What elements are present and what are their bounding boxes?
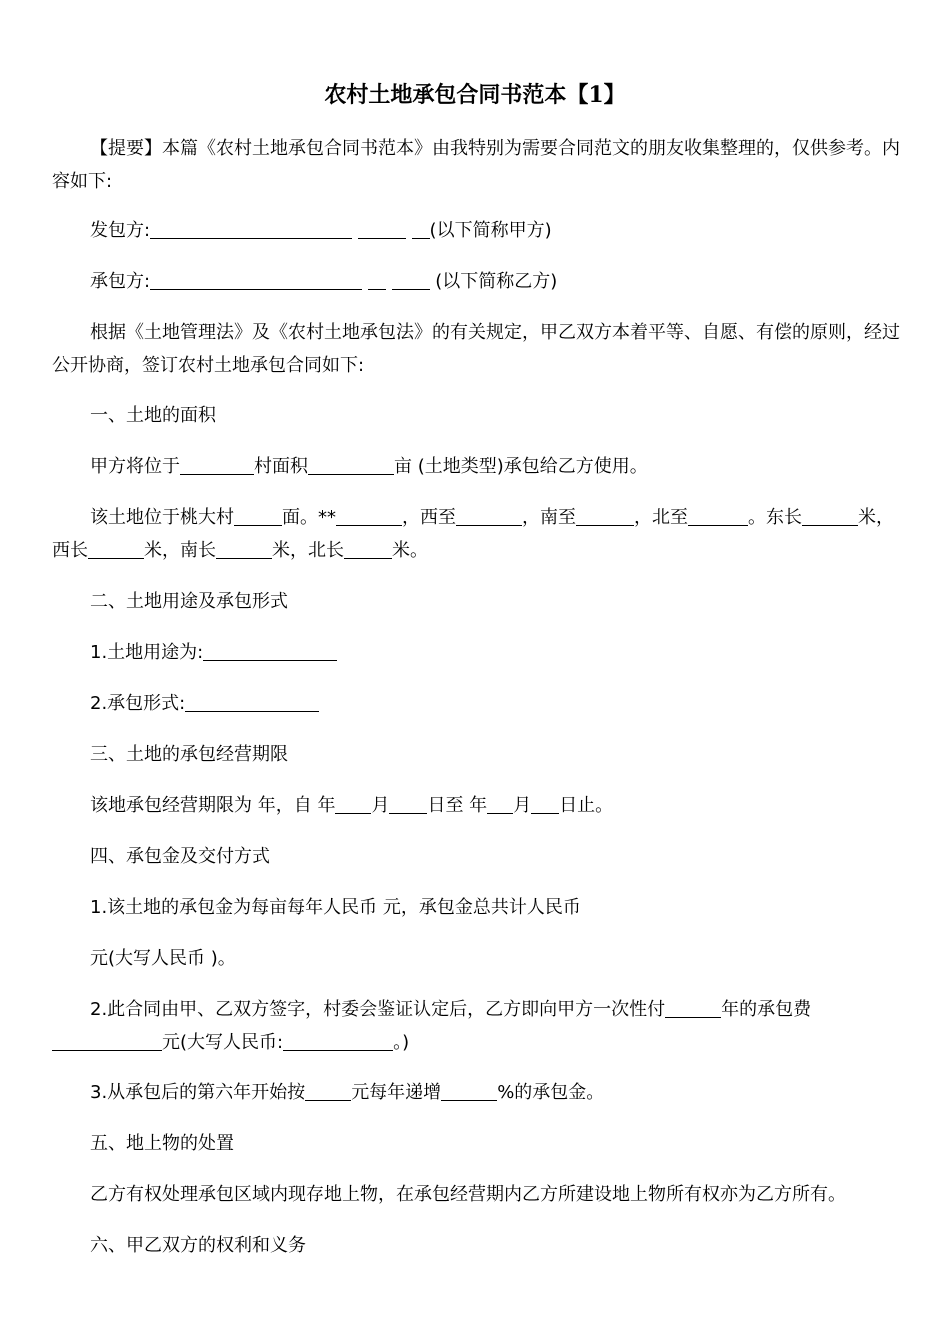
- party-a-blank-3: [412, 220, 430, 239]
- party-a-label: 发包方:: [90, 220, 151, 241]
- text: 月: [371, 795, 390, 816]
- blank: [576, 507, 634, 526]
- party-b-blank-3: [392, 271, 430, 290]
- text: %的承包金。: [497, 1082, 605, 1103]
- text: 亩 (土地类型)承包给乙方使用。: [394, 456, 648, 477]
- blank: [531, 795, 559, 814]
- blank: [335, 795, 371, 814]
- text: ，北至: [634, 507, 688, 528]
- text: 2.承包形式:: [90, 693, 186, 714]
- party-a-line: [52, 214, 942, 247]
- blank: [283, 1032, 393, 1051]
- text: 米，北长: [272, 540, 344, 561]
- blank: [487, 795, 513, 814]
- page-title: 农村土地承包合同书范本【1】: [324, 82, 626, 108]
- section-4-item-2: [52, 993, 904, 1059]
- area-blank: [308, 456, 394, 475]
- section-5-heading: 五、地上物的处置: [90, 1133, 234, 1154]
- text: 元每年递增: [351, 1082, 442, 1103]
- text: 米。: [392, 540, 428, 561]
- section-1-heading: 一、土地的面积: [90, 405, 216, 426]
- section-5-text: 乙方有权处理承包区域内现存地上物，在承包经营期内乙方所建设地上物所有权亦为乙方所有。: [90, 1184, 846, 1205]
- blank: [336, 507, 402, 526]
- text: 1.土地用途为:: [90, 642, 204, 663]
- party-b-blank: [150, 271, 362, 290]
- summary-paragraph: 【提要】本篇《农村土地承包合同书范本》由我特别为需要合同范文的朋友收集整理的，仅供参考。内容如下:: [52, 138, 900, 192]
- text: 2.此合同由甲、乙双方签字，村委会鉴证认定后，乙方即向甲方一次性付: [90, 999, 666, 1020]
- blank: [441, 1082, 497, 1101]
- text: 月: [513, 795, 532, 816]
- text: 面。**: [282, 507, 336, 528]
- blank: [305, 1082, 351, 1101]
- party-b-label: 承包方:: [90, 271, 151, 292]
- blank: [688, 507, 748, 526]
- party-a-suffix: (以下简称甲方): [429, 220, 552, 241]
- text: 米，南长: [144, 540, 216, 561]
- blank: [665, 999, 721, 1018]
- village-blank: [180, 456, 254, 475]
- land-use-blank: [203, 642, 337, 661]
- section-3-heading: 三、土地的承包经营期限: [90, 744, 288, 765]
- contract-form-blank: [185, 693, 319, 712]
- section-6-heading: 六、甲乙双方的权利和义务: [90, 1235, 306, 1256]
- text: ，南至: [522, 507, 576, 528]
- text: 。): [393, 1032, 410, 1053]
- text: 元(大写人民币:: [162, 1032, 284, 1053]
- party-b-suffix: (以下简称乙方): [435, 271, 558, 292]
- blank: [802, 507, 858, 526]
- party-a-blank-2: [358, 220, 406, 239]
- section-4-item-3: [52, 1076, 942, 1109]
- text: 村面积: [254, 456, 308, 477]
- section-1-line-1: [52, 450, 942, 483]
- blank: [344, 540, 392, 559]
- text: 该地承包经营期限为 年，自 年: [90, 795, 336, 816]
- party-b-blank-2: [368, 271, 386, 290]
- section-2-heading: 二、土地用途及承包形式: [90, 591, 288, 612]
- text: 日至 年: [427, 795, 488, 816]
- party-b-line: [52, 265, 942, 298]
- text: 甲方将位于: [90, 456, 180, 477]
- blank: [389, 795, 427, 814]
- section-4-item-1: 1.该土地的承包金为每亩每年人民币 元，承包金总共计人民币: [90, 897, 581, 918]
- blank: [88, 540, 144, 559]
- section-2-item-2: [52, 687, 942, 720]
- section-2-item-1: [52, 636, 942, 669]
- blank: [456, 507, 522, 526]
- blank: [216, 540, 272, 559]
- section-4-item-1-cont: 元(大写人民币 )。: [90, 948, 236, 969]
- party-a-blank: [150, 220, 352, 239]
- text: 米，西长: [52, 507, 894, 561]
- section-3-line: [52, 789, 942, 822]
- text: 年的承包费: [721, 999, 812, 1020]
- text: ，西至: [402, 507, 456, 528]
- section-1-line-2: [52, 501, 904, 567]
- text: 该土地位于桃大村: [90, 507, 234, 528]
- text: 3.从承包后的第六年开始按: [90, 1082, 306, 1103]
- basis-paragraph: 根据《土地管理法》及《农村土地承包法》的有关规定，甲乙双方本着平等、自愿、有偿的原则，经过公开协商，签订农村土地承包合同如下:: [52, 322, 900, 376]
- text: 日止。: [559, 795, 614, 816]
- section-4-heading: 四、承包金及交付方式: [90, 846, 270, 867]
- blank: [234, 507, 282, 526]
- blank: [52, 1032, 162, 1051]
- text: 。东长: [748, 507, 802, 528]
